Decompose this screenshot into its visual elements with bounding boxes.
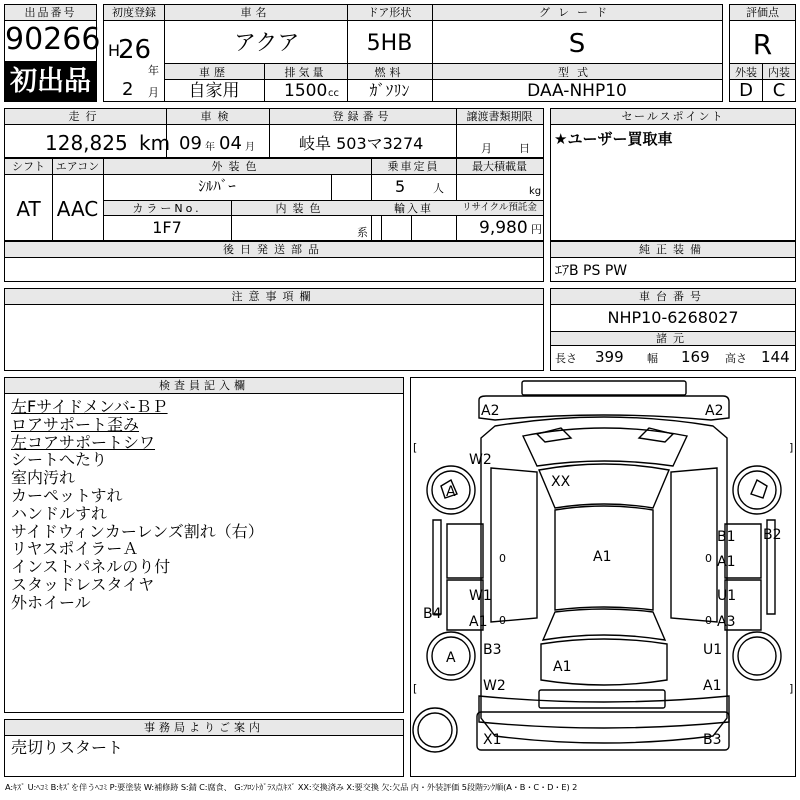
inspector-note-line: 外ホイール	[11, 592, 91, 612]
mileage: 128,825	[45, 131, 128, 155]
inspection-label: 車検	[200, 110, 235, 123]
exterior-grade: D	[739, 80, 753, 101]
office-notice-label: 事務局よりご案内	[5, 720, 403, 736]
later-parts-box	[4, 241, 544, 282]
color-label: 外装色	[211, 160, 263, 173]
displacement-unit: cc	[328, 88, 339, 99]
inspector-notes-list	[11, 398, 264, 612]
mark-a2-left: A2	[481, 403, 500, 419]
bottom-bumper-strip	[477, 712, 729, 750]
car-name-label: 車名	[240, 6, 271, 19]
inspector-note-line: ハンドルすれ	[11, 503, 108, 523]
load-label: 最大積載量	[472, 160, 527, 173]
displacement-label: 排気量	[284, 66, 327, 79]
mark-tire-rl: A	[446, 650, 456, 666]
capacity: 5	[395, 177, 406, 196]
mark-x1: X1	[483, 732, 502, 748]
height: 144	[761, 348, 790, 366]
mark-a1-mid: A1	[593, 549, 612, 565]
car-diagram	[411, 378, 795, 776]
sales-point-label: セールスポイント	[551, 109, 795, 125]
capacity-unit: 人	[433, 182, 444, 195]
later-parts-label: 後日発送部品	[5, 242, 543, 258]
inspector-note-line: 室内汚れ	[11, 468, 76, 488]
interior-label: 内装	[768, 66, 790, 79]
inspector-note-line: リヤスポイラーＡ	[11, 539, 139, 559]
length-label: 長さ	[555, 352, 577, 365]
mark-w2-top: W2	[469, 452, 492, 468]
genuine-equipment: ｴｱB PS PW	[555, 263, 628, 279]
interior-color-unit: 系	[357, 226, 368, 239]
displacement: 1500	[284, 81, 328, 101]
capacity-label: 乗車定員	[387, 160, 440, 173]
grade: S	[568, 29, 586, 59]
mark-small-0-1: 0	[499, 552, 506, 565]
mark-w1: W1	[469, 588, 492, 604]
mark-u1-top: U1	[717, 588, 737, 604]
model-label: 型式	[558, 66, 596, 79]
tire-front-right	[733, 466, 781, 514]
score-box	[729, 4, 796, 102]
exterior-label: 外装	[735, 66, 757, 79]
transfer-day-unit: 日	[519, 142, 530, 155]
width: 169	[681, 348, 710, 366]
transfer-label: 譲渡書類期限	[466, 110, 533, 123]
inspection-month-unit: 月	[245, 142, 255, 153]
rear-plate-strip	[539, 690, 665, 708]
exterior-color: ｼﾙﾊﾞｰ	[198, 177, 236, 195]
legend-text: A:ｷｽﾞ U:ﾍｺﾐ B:ｷｽﾞを伴うﾍｺﾐ P:要塗装 W:補修跡 S:錆 C:腐食、 G:ﾌﾛﾝﾄｶﾞﾗｽ点ｷｽﾞ XX:交換済み X:要交換 欠:欠品 内・外装評価 5段階ﾗﾝｸ順(A・B・C・D・E) 2	[5, 782, 578, 792]
width-label: 幅	[647, 352, 658, 365]
length: 399	[595, 348, 624, 366]
lot-number-label: 出品番号	[5, 5, 96, 21]
fuel: ｶﾞｿﾘﾝ	[369, 81, 410, 100]
import-label: 輸入車	[394, 202, 433, 215]
ac: AAC	[56, 197, 99, 221]
bracket-2: ]	[789, 441, 794, 454]
mark-b2: B2	[763, 527, 782, 543]
spare-tire	[413, 708, 457, 752]
plate-number: 岐阜 503マ3274	[299, 134, 424, 153]
lot-number: 90266	[5, 22, 101, 57]
load-unit: kg	[529, 186, 542, 197]
mark-a3: A3	[717, 614, 736, 630]
lot-number-box	[4, 4, 101, 62]
ac-label: エアコン	[55, 160, 100, 173]
mark-xx: XX	[551, 474, 571, 490]
mark-tire-fl: A	[446, 484, 456, 500]
transfer-month-unit: 月	[481, 142, 492, 155]
interior-color-label: 内装色	[275, 202, 327, 215]
tire-rear-right	[733, 632, 781, 680]
car-diagram-box	[410, 377, 796, 777]
history: 自家用	[188, 81, 240, 101]
mark-small-0-4: 0	[705, 614, 712, 627]
bracket-3: [	[413, 682, 418, 695]
chassis-number: NHP10-6268027	[607, 308, 739, 327]
bracket-1: [	[413, 441, 418, 454]
score-label: 評価点	[730, 5, 795, 21]
dims-label: 諸元	[656, 332, 690, 345]
mark-a2-right: A2	[705, 403, 724, 419]
mark-b3-right: B3	[703, 732, 722, 748]
top-bumper-strip	[522, 381, 686, 395]
office-notice-text: 売切りスタート	[11, 738, 124, 757]
chassis-label: 車台番号	[551, 289, 795, 305]
hood	[523, 428, 687, 466]
recycle-deposit: 9,980	[479, 218, 528, 238]
genuine-equipment-box	[550, 241, 796, 282]
sales-point-box	[550, 108, 796, 241]
fuel-label: 燃料	[374, 66, 405, 79]
interior-grade: C	[772, 80, 786, 101]
history-label: 車歴	[199, 66, 229, 79]
spec-row-box	[4, 158, 544, 241]
mark-b1: B1	[717, 529, 736, 545]
office-notice-box	[4, 719, 404, 777]
rear-window	[543, 609, 665, 640]
header-main-box	[103, 4, 723, 102]
inspection-year-unit: 年	[205, 142, 215, 153]
sales-point-text: ★ユーザー買取車	[554, 130, 673, 148]
inspector-note-line: シートへたり	[11, 450, 108, 470]
inspection-year: 09	[179, 133, 202, 154]
model: DAA-NHP10	[527, 81, 627, 101]
mark-small-0-2: 0	[705, 552, 712, 565]
first-reg-year-unit: 年	[148, 64, 159, 77]
inspector-note-line: 左コアサポートシワ	[11, 432, 156, 452]
shift-label: シフト	[12, 160, 45, 173]
inspector-note-line: インストパネルのり付	[11, 557, 171, 577]
notes-label: 注意事項欄	[5, 289, 543, 305]
first-reg-label: 初度登録	[112, 6, 156, 19]
left-front-door	[447, 524, 483, 578]
plate-label: 登録番号	[332, 110, 393, 123]
mark-a1-trunk: A1	[553, 659, 572, 675]
color-no-label: カラーNo.	[132, 202, 202, 215]
first-reg-month-unit: 月	[148, 86, 159, 99]
mark-b3-left: B3	[483, 642, 502, 658]
door-label: ドア形状	[367, 6, 412, 19]
mileage-label: 走行	[68, 110, 103, 123]
genuine-equipment-label: 純正装備	[551, 242, 795, 258]
color-no: 1F7	[152, 218, 182, 237]
mileage-unit: km	[139, 131, 171, 155]
inspector-note-line: ロアサポート歪み	[11, 414, 140, 434]
inspection-month: 04	[219, 133, 242, 154]
first-listing-text: 初出品	[10, 66, 91, 97]
body-outline	[481, 417, 727, 743]
grade-label: グレード	[539, 6, 615, 19]
inspector-note-line: 左Fサイドメンバ-ＢＰ	[11, 397, 168, 416]
mark-u1-bot: U1	[703, 642, 723, 658]
height-label: 高さ	[725, 352, 747, 365]
inspector-note-line: スタッドレスタイヤ	[11, 574, 155, 594]
notes-box	[4, 288, 544, 371]
bracket-4: ]	[789, 682, 794, 695]
inspector-notes-box	[4, 377, 404, 713]
score: R	[752, 28, 773, 61]
car-name: アクア	[234, 31, 300, 56]
mark-a1-rb: A1	[703, 678, 722, 694]
mark-b4: B4	[423, 606, 442, 622]
inspector-note-line: サイドウィンカーレンズ割れ（右）	[11, 521, 264, 541]
mark-small-0-3: 0	[499, 614, 506, 627]
inspector-notes-label: 検査員記入欄	[5, 378, 403, 394]
recycle-unit: 円	[531, 223, 542, 236]
door-type: 5HB	[366, 31, 413, 56]
mark-a1-lt: A1	[469, 614, 488, 630]
mark-a1-rt: A1	[717, 554, 736, 570]
first-reg-era: H	[108, 41, 121, 60]
chassis-box	[550, 288, 796, 371]
first-reg-month: 2	[122, 79, 134, 100]
inspector-note-line: カーペットすれ	[11, 485, 123, 505]
recycle-label: リサイクル預託金	[462, 202, 537, 213]
mileage-row-box	[4, 108, 544, 158]
first-reg-year: 26	[118, 35, 152, 65]
shift: AT	[16, 197, 41, 221]
mark-w2-bot: W2	[483, 678, 506, 694]
